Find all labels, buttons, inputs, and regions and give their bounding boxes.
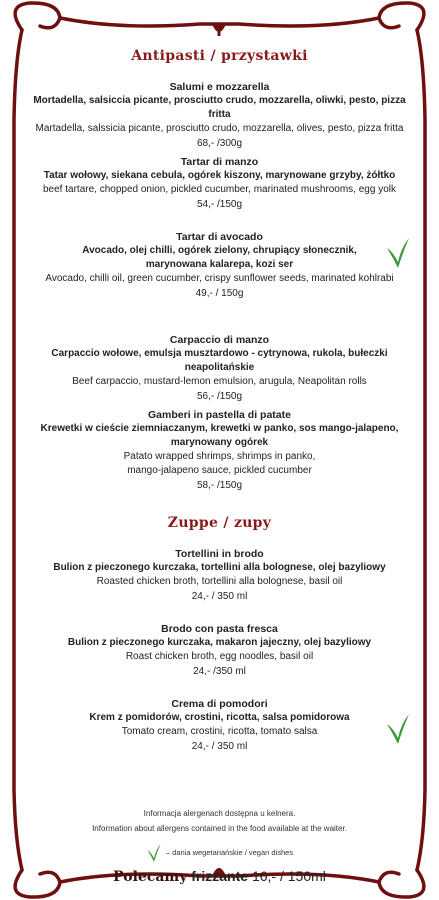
dish-desc-pl: Bulion z pieczonego kurczaka, tortellini alla bolognese, olej bazyliowy (53, 562, 386, 573)
dish-desc-pl: marynowany ogórek (170, 437, 269, 448)
dish-desc-pl: Krewetki w cieście ziemniaczanym, krewetki w panko, sos mango-jalapeno, (40, 423, 399, 434)
recommend-wine: frizzante (191, 868, 249, 884)
dish-desc-pl: Avocado, olej chilli, ogórek zielony, chrupiący słonecznik, (82, 245, 357, 256)
section-title-zuppe: Zuppe / zupy (167, 515, 272, 531)
dish-tartar-avocado (30, 230, 409, 302)
dish-price: 58,- /150g (196, 480, 243, 491)
dish-desc-en: Martadella, salssicia picante, prosciutto crudo, mozzarella, olives, pesto, pizza fritta (35, 123, 404, 134)
dish-desc-pl: Carpaccio wołowe, emulsja musztardowo - cytrynowa, rukola, bułeczki neapolitańskie (51, 348, 388, 373)
leaf-icon (385, 712, 411, 746)
dish-price: 56,- /150g (196, 391, 243, 402)
vegan-legend (0, 843, 439, 863)
dish-crema-pomodori (30, 697, 409, 755)
dish-name: Gamberi in pastella di patate (148, 409, 291, 421)
dish-name: Tartar di manzo (180, 156, 259, 168)
dish-desc-en: Roast chicken broth, egg noodles, basil oil (125, 651, 314, 662)
recommendation (0, 868, 439, 885)
legend-text: – dania wegetariańskie / vegan dishes (165, 847, 294, 857)
recommend-label: Polecamy (113, 869, 188, 885)
dish-desc-en: Roasted chicken broth, tortellini alla bolognese, basil oil (96, 576, 343, 587)
dish-salumi (30, 80, 409, 152)
dish-price: 49,- / 150g (195, 288, 244, 299)
recommend-price: 16,- / 150ml (251, 868, 326, 884)
dish-desc-en: beef tartare, chopped onion, pickled cucumber, marinated mushrooms, egg yolk (43, 184, 396, 195)
dish-carpaccio (30, 333, 409, 405)
dish-desc-pl: Bulion z pieczonego kurczaka, makaron jajeczny, olej bazyliowy (67, 637, 372, 648)
dish-desc-pl: Mortadella, salsiccia picante, prosciutto crudo, mozzarella, oliwki, pesto, pizza fritta (33, 95, 406, 120)
allergen-note-en: Information about allergens contained in the food available at the waiter. (92, 824, 347, 833)
dish-name: Tartar di avocado (176, 231, 263, 243)
dish-desc-pl: Krem z pomidorów, crostini, ricotta, salsa pomidorowa (89, 712, 350, 723)
allergen-note-pl: Informacja alergenach dostępna u kelnera. (143, 809, 296, 818)
dish-price: 24,- /350 ml (193, 666, 246, 677)
dish-name: Crema di pomodori (171, 698, 268, 710)
dish-desc-en: Avocado, chilli oil, green cucumber, crispy sunflower seeds, marinated kohlrabi (45, 273, 394, 284)
dish-desc-en: mango-jalapeno sauce, pickled cucumber (127, 465, 312, 476)
dish-name: Carpaccio di manzo (169, 334, 270, 346)
section-title-antipasti: Antipasti / przystawki (131, 48, 308, 64)
dish-name: Tortellini in brodo (175, 548, 264, 560)
dish-price: 24,- / 350 ml (191, 591, 248, 602)
dish-price: 54,- /150g (196, 199, 243, 210)
dish-tartar-manzo (30, 155, 409, 213)
dish-name: Brodo con pasta fresca (161, 623, 278, 635)
dish-desc-en: Beef carpaccio, mustard-lemon emulsion, arugula, Neapolitan rolls (72, 376, 367, 387)
leaf-icon (385, 236, 411, 270)
dish-desc-pl: Tatar wołowy, siekana cebula, ogórek kiszony, marynowane grzyby, żółtko (43, 170, 396, 181)
dish-price: 68,- /300g (196, 138, 243, 149)
dish-brodo (30, 622, 409, 680)
dish-desc-en: Patato wrapped shrimps, shrimps in panko, (123, 451, 316, 462)
dish-name: Salumi e mozzarella (169, 81, 270, 93)
dish-tortellini (30, 547, 409, 605)
dish-desc-pl: marynowana kalarepa, kozi ser (145, 259, 294, 270)
dish-gamberi (30, 408, 409, 494)
dish-desc-en: Tomato cream, crostini, ricotta, tomato salsa (121, 726, 318, 737)
leaf-icon (146, 843, 162, 863)
dish-price: 24,- / 350 ml (191, 741, 248, 752)
